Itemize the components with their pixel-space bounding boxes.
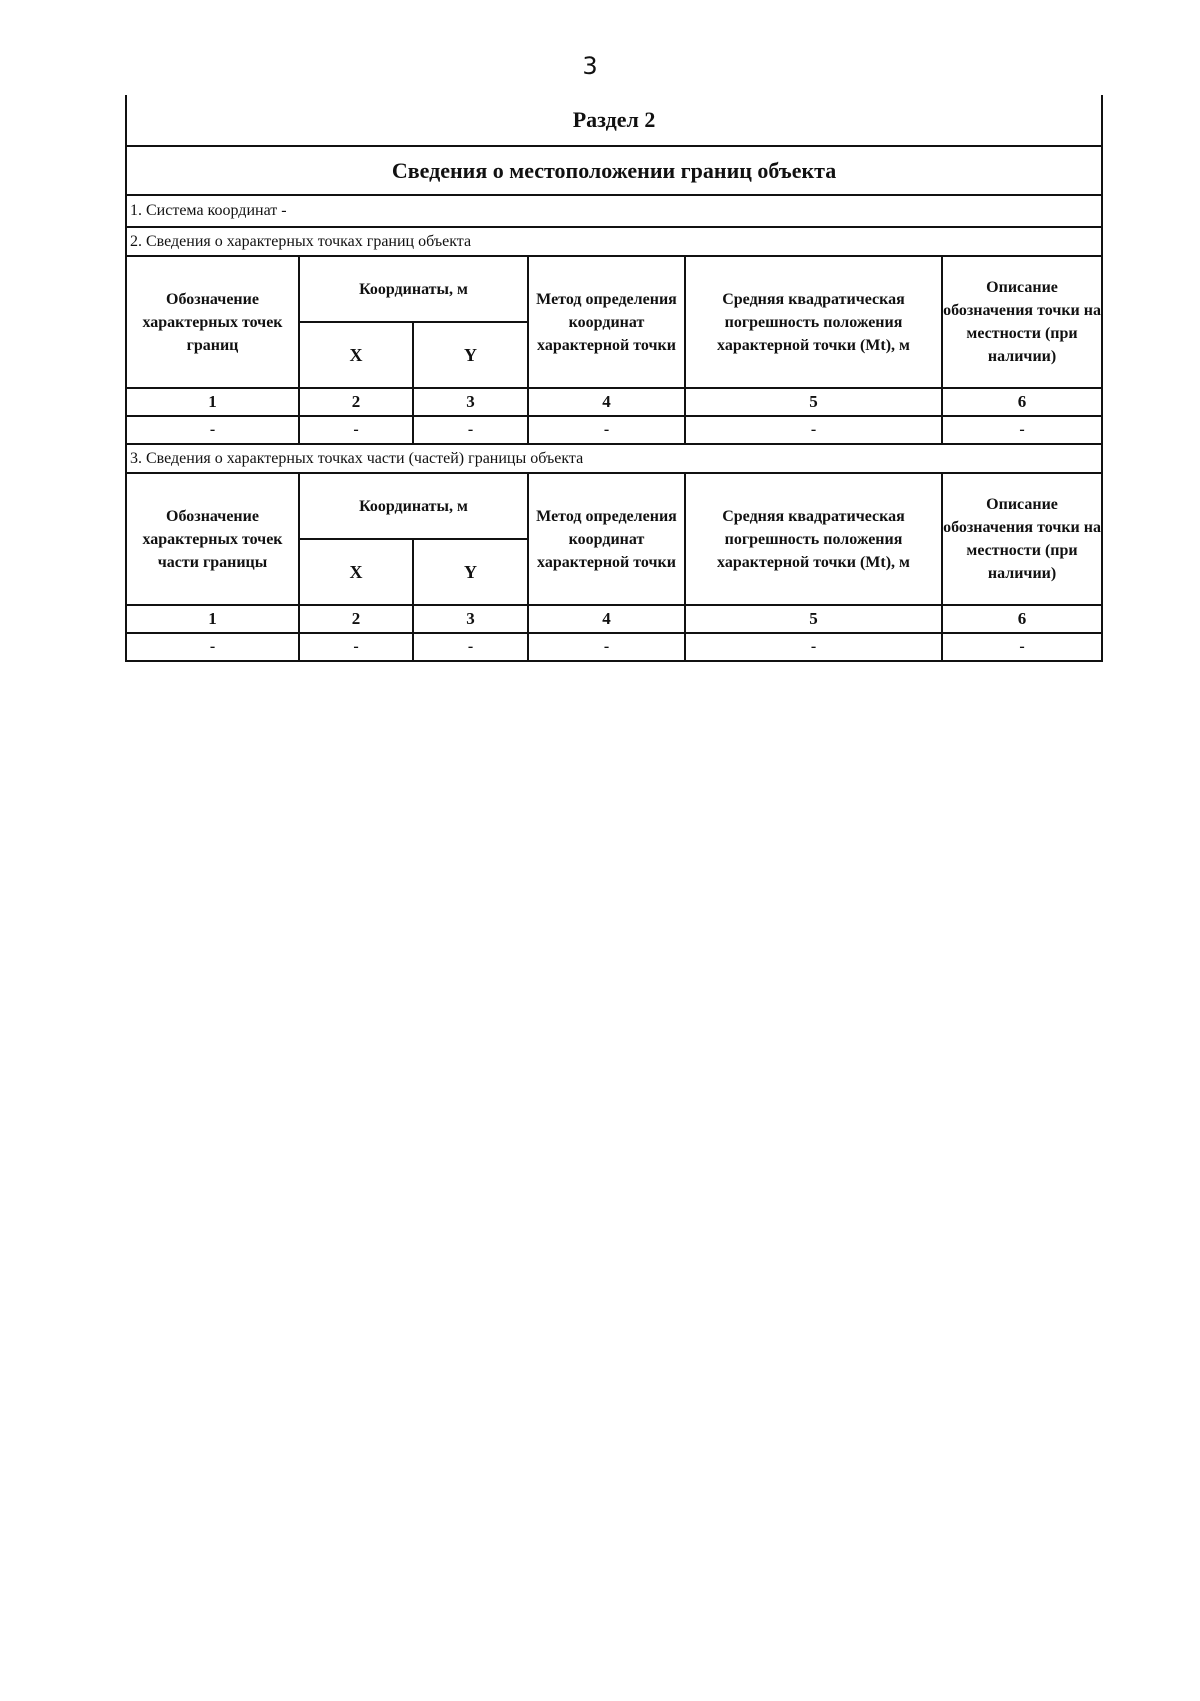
column-number: 5 <box>685 605 942 633</box>
header-method: Метод определения координат характерной точки <box>528 256 685 388</box>
column-number: 4 <box>528 605 685 633</box>
header-coordinates: Координаты, м <box>299 473 528 539</box>
table-cell: - <box>685 633 942 661</box>
table-cell: - <box>942 416 1102 444</box>
table-cell: - <box>413 633 528 661</box>
header-x: X <box>299 539 413 605</box>
document-title: Сведения о местоположении границ объекта <box>126 146 1102 195</box>
column-number: 1 <box>126 605 299 633</box>
header-description: Описание обозначения точки на местности (при наличии) <box>942 473 1102 605</box>
section-2-document <box>125 95 1101 662</box>
header-designation: Обозначение характерных точек границ <box>126 256 299 388</box>
page-number: 3 <box>582 52 598 80</box>
table-cell: - <box>528 416 685 444</box>
header-error: Средняя квадратическая погрешность положения характерной точки (Mt), м <box>685 473 942 605</box>
header-y: Y <box>413 322 528 388</box>
table-cell: - <box>299 633 413 661</box>
header-y: Y <box>413 539 528 605</box>
column-number: 2 <box>299 605 413 633</box>
boundaries-table <box>125 95 1103 662</box>
column-numbers-row <box>126 605 1102 633</box>
table-cell: - <box>299 416 413 444</box>
table-cell: - <box>126 416 299 444</box>
header-designation: Обозначение характерных точек части границы <box>126 473 299 605</box>
table-cell: - <box>528 633 685 661</box>
header-error: Средняя квадратическая погрешность положения характерной точки (Mt), м <box>685 256 942 388</box>
column-number: 1 <box>126 388 299 416</box>
table-row <box>126 633 1102 661</box>
column-number: 6 <box>942 388 1102 416</box>
coordinate-system: 1. Система координат - <box>126 195 1102 227</box>
table-cell: - <box>413 416 528 444</box>
header-description: Описание обозначения точки на местности (при наличии) <box>942 256 1102 388</box>
table-cell: - <box>126 633 299 661</box>
boundary-points-caption: 2. Сведения о характерных точках границ объекта <box>126 227 1102 256</box>
column-number: 6 <box>942 605 1102 633</box>
header-coordinates: Координаты, м <box>299 256 528 322</box>
column-numbers-row <box>126 388 1102 416</box>
column-number: 3 <box>413 388 528 416</box>
table-row <box>126 416 1102 444</box>
column-number: 5 <box>685 388 942 416</box>
table-cell: - <box>942 633 1102 661</box>
table-cell: - <box>685 416 942 444</box>
column-number: 2 <box>299 388 413 416</box>
column-number: 3 <box>413 605 528 633</box>
header-x: X <box>299 322 413 388</box>
column-number: 4 <box>528 388 685 416</box>
part-boundary-points-caption: 3. Сведения о характерных точках части (частей) границы объекта <box>126 444 1102 473</box>
header-method: Метод определения координат характерной точки <box>528 473 685 605</box>
section-title: Раздел 2 <box>126 95 1102 146</box>
